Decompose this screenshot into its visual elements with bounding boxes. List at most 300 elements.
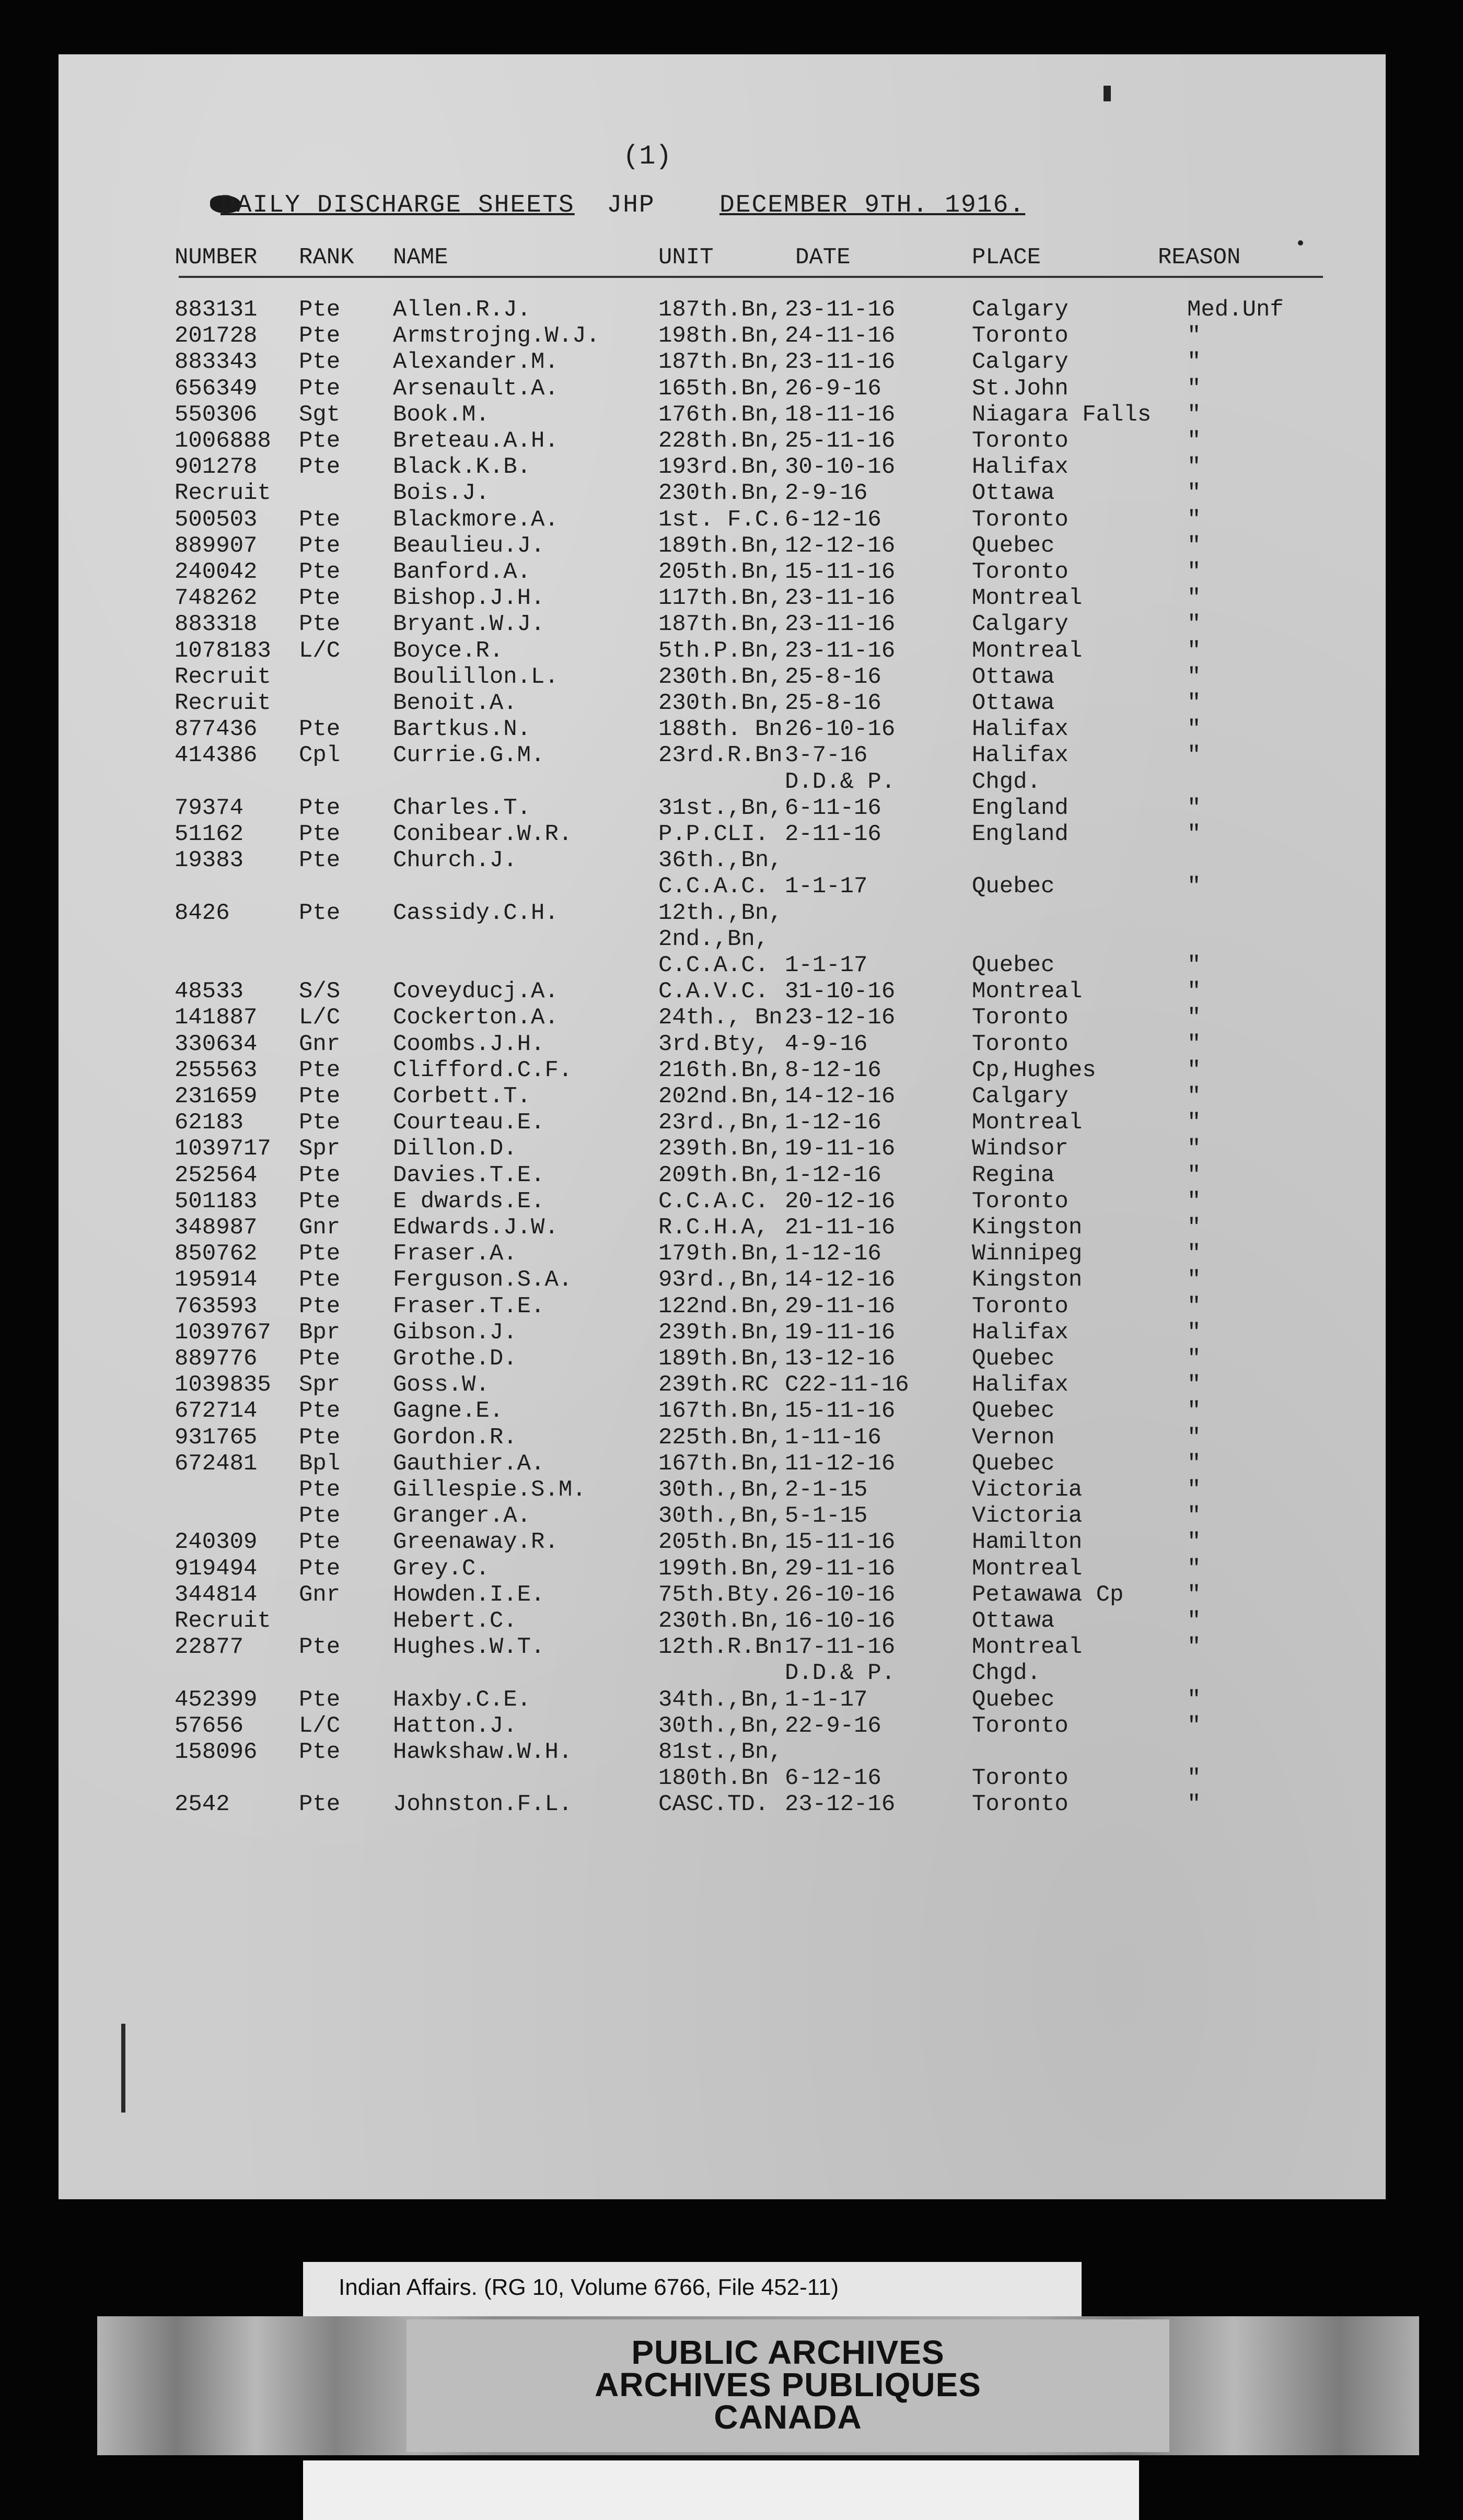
table-row xyxy=(59,1267,1386,1293)
entry-reason: " xyxy=(1187,1005,1201,1031)
entry-reason: " xyxy=(1187,323,1201,349)
entry-name: Ferguson.S.A. xyxy=(393,1267,573,1293)
entry-unit: 31st.,Bn, xyxy=(658,795,783,821)
entry-reason: " xyxy=(1187,1765,1201,1792)
entry-reason: " xyxy=(1187,1529,1201,1556)
entry-number: Recruit xyxy=(175,690,271,716)
table-row xyxy=(59,1083,1386,1110)
entry-date: 16-10-16 xyxy=(785,1608,896,1634)
entry-rank: Pte xyxy=(299,821,341,847)
table-row xyxy=(59,376,1386,402)
table-row xyxy=(59,1398,1386,1424)
entry-rank: Pte xyxy=(299,795,341,821)
entry-place: Toronto xyxy=(972,506,1069,533)
entry-date: 1-11-16 xyxy=(785,1424,881,1451)
entry-place: Quebec xyxy=(972,1346,1055,1372)
table-row xyxy=(59,1503,1386,1529)
entry-unit: 209th.Bn, xyxy=(658,1162,783,1188)
entry-place: Victoria xyxy=(972,1503,1083,1530)
entry-rank: Pte xyxy=(299,1686,341,1713)
table-row xyxy=(59,480,1386,506)
entry-rank: Pte xyxy=(299,1188,341,1215)
entry-date: 13-12-16 xyxy=(785,1346,896,1372)
entry-date: 14-12-16 xyxy=(785,1267,896,1293)
entry-unit: 36th.,Bn, xyxy=(658,847,783,874)
entry-date: 4-9-16 xyxy=(785,1031,868,1057)
table-row xyxy=(59,978,1386,1005)
entry-number: Recruit xyxy=(175,663,271,690)
entry-name: Currie.G.M. xyxy=(393,742,545,769)
archive-label-strip xyxy=(303,2262,1082,2324)
entry-reason: " xyxy=(1187,1372,1201,1398)
archive-reference-label: Indian Affairs. (RG 10, Volume 6766, File 452-11) xyxy=(339,2274,839,2300)
entry-place: Montreal xyxy=(972,1555,1083,1582)
entry-place: St.John xyxy=(972,375,1069,402)
table-row xyxy=(59,1057,1386,1083)
entry-unit: 180th.Bn xyxy=(658,1765,769,1792)
entry-number: 22877 xyxy=(175,1634,244,1661)
entry-place: Ottawa xyxy=(972,480,1055,507)
entry-place: Toronto xyxy=(972,1031,1069,1057)
entry-place: Regina xyxy=(972,1162,1055,1188)
entry-name: Greenaway.R. xyxy=(393,1529,559,1556)
table-row xyxy=(59,795,1386,821)
entry-number: 62183 xyxy=(175,1110,244,1136)
entry-unit: 230th.Bn, xyxy=(658,1608,783,1634)
entry-name: Book.M. xyxy=(393,401,490,428)
entry-number: 889776 xyxy=(175,1346,258,1372)
entry-date: 22-9-16 xyxy=(785,1712,881,1739)
entry-unit: 3rd.Bty, xyxy=(658,1031,769,1057)
entry-rank: Gnr xyxy=(299,1215,341,1241)
entry-name: Charles.T. xyxy=(393,795,531,821)
entry-unit: 187th.Bn, xyxy=(658,297,783,323)
entry-date: D.D.& P. xyxy=(785,1660,896,1687)
entry-place: Montreal xyxy=(972,585,1083,612)
table-row xyxy=(59,297,1386,323)
table-row xyxy=(59,1241,1386,1267)
table-row xyxy=(59,873,1386,900)
entry-number: 195914 xyxy=(175,1267,258,1293)
entry-place: Toronto xyxy=(972,428,1069,454)
entry-unit: 34th.,Bn, xyxy=(658,1686,783,1713)
entry-date: 19-11-16 xyxy=(785,1136,896,1162)
table-row xyxy=(59,1582,1386,1608)
stamp-line-2: ARCHIVES PUBLIQUES xyxy=(595,2366,981,2404)
bottom-paper-strip xyxy=(303,2460,1139,2520)
entry-rank: Bpl xyxy=(299,1450,341,1477)
entry-unit: 205th.Bn, xyxy=(658,1529,783,1556)
entry-reason: " xyxy=(1187,742,1201,769)
entry-date: 15-11-16 xyxy=(785,1529,896,1556)
entry-place: Ottawa xyxy=(972,690,1055,716)
table-row xyxy=(59,533,1386,559)
entry-unit: 30th.,Bn, xyxy=(658,1477,783,1503)
entry-reason: " xyxy=(1187,1450,1201,1477)
table-row xyxy=(59,1477,1386,1503)
entry-place: Calgary xyxy=(972,1083,1069,1110)
entry-unit: 189th.Bn, xyxy=(658,532,783,559)
entry-name: Allen.R.J. xyxy=(393,297,531,323)
entry-name: Clifford.C.F. xyxy=(393,1057,573,1083)
entry-number: 255563 xyxy=(175,1057,258,1083)
entry-date: 1-12-16 xyxy=(785,1110,881,1136)
entry-reason: " xyxy=(1187,401,1201,428)
entry-rank: Pte xyxy=(299,716,341,743)
entry-number: 414386 xyxy=(175,742,258,769)
entry-rank: Cpl xyxy=(299,742,341,769)
table-row xyxy=(59,821,1386,847)
entry-number: 1039767 xyxy=(175,1319,271,1346)
entry-reason: " xyxy=(1187,1791,1201,1818)
entry-unit: 230th.Bn, xyxy=(658,690,783,716)
entry-date: 1-1-17 xyxy=(785,873,868,900)
entry-date: 21-11-16 xyxy=(785,1215,896,1241)
title-text: DAILY DISCHARGE SHEETS xyxy=(220,191,575,219)
entry-unit: 117th.Bn, xyxy=(658,585,783,612)
entry-reason: " xyxy=(1187,1346,1201,1372)
entry-name: Johnston.F.L. xyxy=(393,1791,573,1818)
entry-rank: Pte xyxy=(299,532,341,559)
entry-date: 30-10-16 xyxy=(785,454,896,481)
entry-number: 931765 xyxy=(175,1424,258,1451)
entry-date: 6-11-16 xyxy=(785,795,881,821)
header-underline xyxy=(179,276,1323,278)
scan-speck xyxy=(121,2024,125,2113)
entry-name: Benoit.A. xyxy=(393,690,517,716)
entry-number: 883131 xyxy=(175,297,258,323)
entry-date: 6-12-16 xyxy=(785,506,881,533)
table-row xyxy=(59,1320,1386,1346)
entry-reason: " xyxy=(1187,1136,1201,1162)
page-number: (1) xyxy=(623,141,672,172)
entry-reason: " xyxy=(1187,637,1201,664)
table-row xyxy=(59,690,1386,716)
entry-number: 8426 xyxy=(175,900,230,926)
entry-date: 15-11-16 xyxy=(785,559,896,585)
entry-place: Montreal xyxy=(972,1110,1083,1136)
entry-reason: " xyxy=(1187,1477,1201,1503)
entry-name: Bois.J. xyxy=(393,480,490,507)
table-row xyxy=(59,1687,1386,1713)
entry-reason: " xyxy=(1187,1241,1201,1267)
table-row xyxy=(59,1005,1386,1031)
entry-name: Hebert.C. xyxy=(393,1608,517,1634)
header-name: NAME xyxy=(393,244,448,271)
entry-unit: 187th.Bn, xyxy=(658,611,783,638)
entry-place: Chgd. xyxy=(972,768,1041,795)
entry-rank: Pte xyxy=(299,1057,341,1083)
title-initials: JHP xyxy=(607,191,655,219)
entry-date: 1-12-16 xyxy=(785,1162,881,1188)
entry-date: 26-10-16 xyxy=(785,716,896,743)
entry-reason: " xyxy=(1187,1267,1201,1293)
entry-name: Banford.A. xyxy=(393,559,531,585)
entry-unit: 216th.Bn, xyxy=(658,1057,783,1083)
entry-name: Cockerton.A. xyxy=(393,1005,559,1031)
entry-place: Petawawa Cp xyxy=(972,1581,1124,1608)
entry-rank: Pte xyxy=(299,297,341,323)
entry-rank: Pte xyxy=(299,611,341,638)
entry-name: Boulillon.L. xyxy=(393,663,559,690)
table-row xyxy=(59,1136,1386,1162)
entry-reason: " xyxy=(1187,716,1201,743)
entry-number: 1039835 xyxy=(175,1372,271,1398)
entry-place: Montreal xyxy=(972,1634,1083,1661)
entry-place: Halifax xyxy=(972,1319,1069,1346)
entry-number: 19383 xyxy=(175,847,244,874)
table-row xyxy=(59,1739,1386,1765)
entry-place: Kingston xyxy=(972,1267,1083,1293)
entry-number: 141887 xyxy=(175,1005,258,1031)
entry-unit: 30th.,Bn, xyxy=(658,1503,783,1530)
entry-reason: " xyxy=(1187,690,1201,716)
entry-unit: 188th. Bn xyxy=(658,716,783,743)
entry-date: 26-10-16 xyxy=(785,1581,896,1608)
entry-rank: Pte xyxy=(299,1346,341,1372)
entry-number: Recruit xyxy=(175,480,271,507)
entry-place: Quebec xyxy=(972,532,1055,559)
entry-place: Cp,Hughes xyxy=(972,1057,1096,1083)
entry-rank: Pte xyxy=(299,1083,341,1110)
entry-number: 51162 xyxy=(175,821,244,847)
entry-unit: C.C.A.C. xyxy=(658,1188,769,1215)
table-row xyxy=(59,1634,1386,1660)
entry-unit: 198th.Bn, xyxy=(658,323,783,349)
entry-unit: 225th.Bn, xyxy=(658,1424,783,1451)
entry-unit: 165th.Bn, xyxy=(658,375,783,402)
entry-number: 452399 xyxy=(175,1686,258,1713)
entry-rank: Pte xyxy=(299,1293,341,1320)
entry-number: Recruit xyxy=(175,1608,271,1634)
entry-place: Quebec xyxy=(972,1450,1055,1477)
entry-name: Bryant.W.J. xyxy=(393,611,545,638)
entry-reason: " xyxy=(1187,952,1201,978)
entry-unit: 228th.Bn, xyxy=(658,428,783,454)
entry-date: 31-10-16 xyxy=(785,978,896,1005)
archive-stamp-box xyxy=(407,2319,1169,2452)
entry-name: Davies.T.E. xyxy=(393,1162,545,1188)
entry-place: Toronto xyxy=(972,559,1069,585)
table-row xyxy=(59,769,1386,795)
microfilm-band xyxy=(97,2316,1419,2455)
table-row xyxy=(59,638,1386,664)
entry-date: 1-1-17 xyxy=(785,1686,868,1713)
entry-number: 672481 xyxy=(175,1450,258,1477)
entry-number: 500503 xyxy=(175,506,258,533)
table-row xyxy=(59,1215,1386,1241)
entry-date: 19-11-16 xyxy=(785,1319,896,1346)
entry-date: 8-12-16 xyxy=(785,1057,881,1083)
entry-number: 231659 xyxy=(175,1083,258,1110)
entry-number: 672714 xyxy=(175,1398,258,1425)
entry-reason: " xyxy=(1187,978,1201,1005)
entry-number: 79374 xyxy=(175,795,244,821)
entry-place: Toronto xyxy=(972,1765,1069,1792)
archive-stamp xyxy=(407,2334,1169,2436)
entry-name: Beaulieu.J. xyxy=(393,532,545,559)
entry-unit: 193rd.Bn, xyxy=(658,454,783,481)
entry-date: 20-12-16 xyxy=(785,1188,896,1215)
entry-reason: " xyxy=(1187,1555,1201,1582)
header-date: DATE xyxy=(795,244,851,271)
entry-name: Howden.I.E. xyxy=(393,1581,545,1608)
entry-unit: 122nd.Bn, xyxy=(658,1293,783,1320)
table-row xyxy=(59,952,1386,978)
entry-unit: 230th.Bn, xyxy=(658,663,783,690)
table-row xyxy=(59,1765,1386,1791)
entry-rank: Pte xyxy=(299,1267,341,1293)
entry-rank: Pte xyxy=(299,323,341,349)
entry-date: 25-11-16 xyxy=(785,428,896,454)
entry-place: Vernon xyxy=(972,1424,1055,1451)
entry-number: 656349 xyxy=(175,375,258,402)
table-row xyxy=(59,428,1386,454)
entry-number: 1039717 xyxy=(175,1136,271,1162)
entry-reason: " xyxy=(1187,480,1201,507)
entry-unit: 12th.R.Bn xyxy=(658,1634,783,1661)
entry-unit: 167th.Bn, xyxy=(658,1398,783,1425)
entry-place: Ottawa xyxy=(972,663,1055,690)
table-row xyxy=(59,585,1386,611)
entry-rank: S/S xyxy=(299,978,341,1005)
entry-unit: 30th.,Bn, xyxy=(658,1712,783,1739)
entry-place: Hamilton xyxy=(972,1529,1083,1556)
entry-unit: 93rd.,Bn, xyxy=(658,1267,783,1293)
entry-place: Montreal xyxy=(972,637,1083,664)
entry-unit: R.C.H.A, xyxy=(658,1215,769,1241)
entry-unit: CASC.TD. xyxy=(658,1791,769,1818)
table-row xyxy=(59,1556,1386,1582)
entry-rank: Pte xyxy=(299,428,341,454)
entry-reason: " xyxy=(1187,1031,1201,1057)
entry-reason: " xyxy=(1187,1162,1201,1188)
entry-number: 550306 xyxy=(175,401,258,428)
entry-place: Calgary xyxy=(972,611,1069,638)
entry-place: Kingston xyxy=(972,1215,1083,1241)
entry-place: Halifax xyxy=(972,454,1069,481)
entry-rank: Pte xyxy=(299,1555,341,1582)
entry-name: Gagne.E. xyxy=(393,1398,504,1425)
entry-unit: 75th.Bty. xyxy=(658,1581,783,1608)
entry-date: 23-11-16 xyxy=(785,585,896,612)
table-row xyxy=(59,900,1386,926)
title-date: DECEMBER 9TH. 1916. xyxy=(719,191,1026,219)
entry-place: Toronto xyxy=(972,1188,1069,1215)
entry-date: C22-11-16 xyxy=(785,1372,909,1398)
entry-reason: " xyxy=(1187,1424,1201,1451)
entry-unit: 24th., Bn xyxy=(658,1005,783,1031)
entry-name: Breteau.A.H. xyxy=(393,428,559,454)
table-row xyxy=(59,323,1386,349)
table-row xyxy=(59,402,1386,428)
entry-name: Coveyducj.A. xyxy=(393,978,559,1005)
entry-name: Boyce.R. xyxy=(393,637,504,664)
entry-date: 1-1-17 xyxy=(785,952,868,978)
entry-name: Bishop.J.H. xyxy=(393,585,545,612)
entry-rank: Pte xyxy=(299,1424,341,1451)
entry-number: 158096 xyxy=(175,1739,258,1765)
entry-rank: Pte xyxy=(299,559,341,585)
entry-name: Cassidy.C.H. xyxy=(393,900,559,926)
entry-reason: " xyxy=(1187,1083,1201,1110)
document-sheet xyxy=(59,54,1386,2199)
entry-unit: 239th.RC xyxy=(658,1372,769,1398)
entry-place: Montreal xyxy=(972,978,1083,1005)
table-row xyxy=(59,1110,1386,1136)
table-row xyxy=(59,1660,1386,1686)
entry-reason: " xyxy=(1187,873,1201,900)
table-row xyxy=(59,1451,1386,1477)
entry-reason: " xyxy=(1187,349,1201,376)
entry-name: Church.J. xyxy=(393,847,517,874)
table-row xyxy=(59,611,1386,637)
entry-rank: Pte xyxy=(299,506,341,533)
entry-name: Haxby.C.E. xyxy=(393,1686,531,1713)
entry-number: 240042 xyxy=(175,559,258,585)
entry-unit: C.C.A.C. xyxy=(658,873,769,900)
entry-reason: " xyxy=(1187,1110,1201,1136)
entry-unit: 23rd.R.Bn xyxy=(658,742,783,769)
entry-reason: " xyxy=(1187,1188,1201,1215)
entry-rank: Pte xyxy=(299,375,341,402)
entry-name: Gauthier.A. xyxy=(393,1450,545,1477)
entry-rank: Sgt xyxy=(299,401,341,428)
entry-rank: Pte xyxy=(299,847,341,874)
entry-reason: " xyxy=(1187,506,1201,533)
entry-date: 18-11-16 xyxy=(785,401,896,428)
entry-name: Goss.W. xyxy=(393,1372,490,1398)
table-row xyxy=(59,1372,1386,1398)
entry-name: Grey.C. xyxy=(393,1555,490,1582)
entry-place: Calgary xyxy=(972,349,1069,376)
entry-date: 3-7-16 xyxy=(785,742,868,769)
entry-unit: 81st.,Bn, xyxy=(658,1739,783,1765)
entry-rank: Spr xyxy=(299,1372,341,1398)
entry-reason: " xyxy=(1187,611,1201,638)
table-row xyxy=(59,1608,1386,1634)
entry-unit: C.A.V.C. xyxy=(658,978,769,1005)
entry-number: 883343 xyxy=(175,349,258,376)
entry-date: 2-11-16 xyxy=(785,821,881,847)
entry-date: 14-12-16 xyxy=(785,1083,896,1110)
entry-reason: Med.Unf xyxy=(1187,297,1284,323)
header-unit: UNIT xyxy=(658,244,714,271)
table-row xyxy=(59,1188,1386,1215)
entry-rank: Gnr xyxy=(299,1031,341,1057)
entry-place: Windsor xyxy=(972,1136,1069,1162)
entry-unit: 167th.Bn, xyxy=(658,1450,783,1477)
table-row xyxy=(59,926,1386,952)
entry-rank: Gnr xyxy=(299,1581,341,1608)
entry-date: 17-11-16 xyxy=(785,1634,896,1661)
entry-unit: C.C.A.C. xyxy=(658,952,769,978)
table-row xyxy=(59,1162,1386,1188)
entry-unit: 1st. F.C. xyxy=(658,506,783,533)
entry-reason: " xyxy=(1187,454,1201,481)
entry-number: 901278 xyxy=(175,454,258,481)
entry-reason: " xyxy=(1187,1581,1201,1608)
entry-name: Arsenault.A. xyxy=(393,375,559,402)
entry-number: 850762 xyxy=(175,1241,258,1267)
entry-unit: 205th.Bn, xyxy=(658,559,783,585)
entry-rank: Pte xyxy=(299,1634,341,1661)
document-title xyxy=(220,191,1025,219)
entry-reason: " xyxy=(1187,428,1201,454)
entry-unit: 5th.P.Bn, xyxy=(658,637,783,664)
entry-number: 1006888 xyxy=(175,428,271,454)
table-row xyxy=(59,716,1386,742)
